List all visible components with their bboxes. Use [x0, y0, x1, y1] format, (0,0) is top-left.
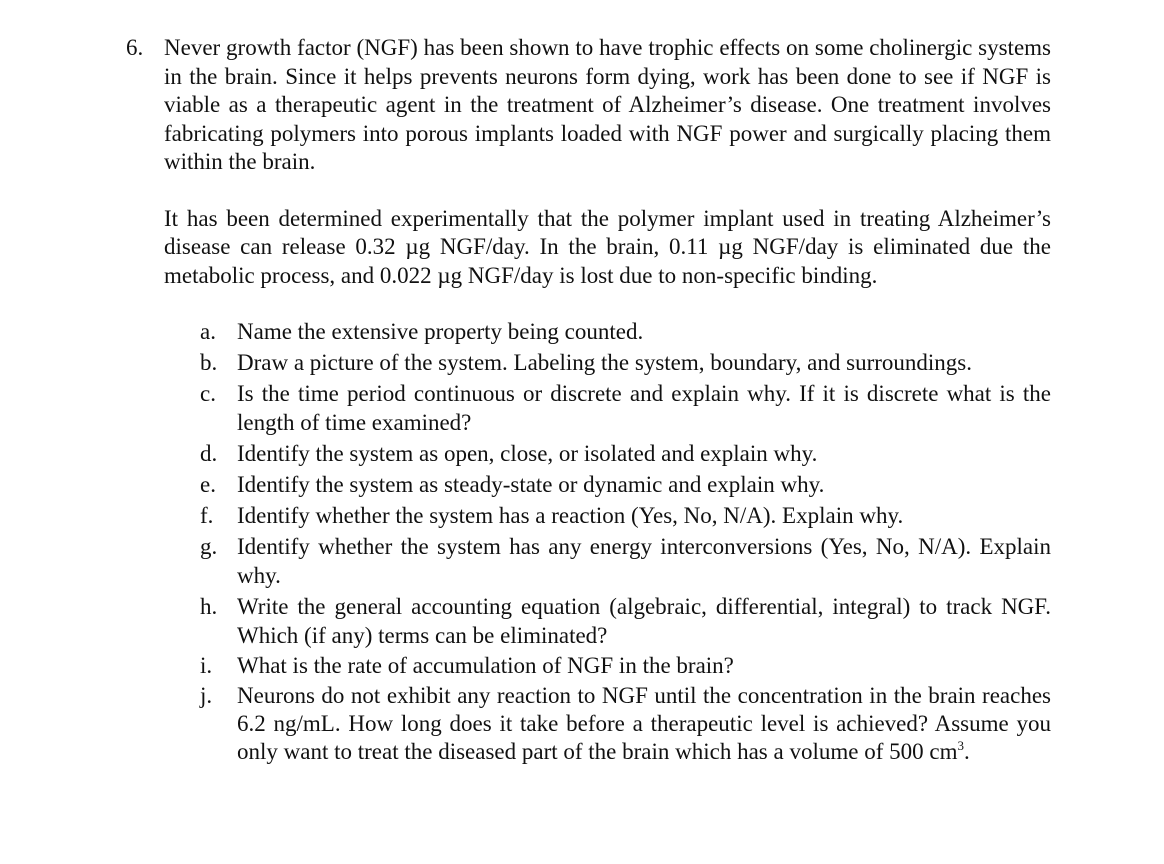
question-text: Neurons do not exhibit any reaction to NGF until the concentration in the brain reaches 6.2 ng/mL. How long does it take before a therapeutic level is achieved? Assume you only want to treat the diseased part of the brain which has a volume of 500 cm: [237, 683, 1051, 764]
question-letter: g.: [200, 534, 218, 559]
question-h: [126, 592, 1051, 650]
question-text: Write the general accounting equation (algebraic, differential, integral) to track NGF. Which (if any) terms can be eliminated?: [237, 594, 1051, 648]
question-letter: e.: [200, 472, 216, 497]
question-letter: h.: [200, 594, 218, 619]
question-text: Identify the system as open, close, or isolated and explain why.: [237, 441, 818, 466]
question-f: [126, 501, 1051, 530]
question-g: [126, 532, 1051, 590]
question-text: Identify whether the system has a reaction (Yes, No, N/A). Explain why.: [237, 503, 904, 528]
question-e: [126, 470, 1051, 499]
question-text: Draw a picture of the system. Labeling the system, boundary, and surroundings.: [237, 350, 972, 375]
question-letter: b.: [200, 350, 218, 375]
question-list: [126, 317, 1056, 766]
question-text: What is the rate of accumulation of NGF in the brain?: [237, 653, 734, 678]
given-paragraph: It has been determined experimentally that the polymer implant used in treating Alzheimer’s disease can release 0.32 µg NGF/day. In the brain, 0.11 µg NGF/day is eliminated due the metabolic process, and 0.022 µg NGF/day is lost due to non-specific binding.: [164, 205, 1051, 288]
question-text: Identify the system as steady-state or dynamic and explain why.: [237, 472, 825, 497]
question-c: [126, 379, 1051, 437]
question-suffix: .: [963, 739, 970, 764]
problem-6: [126, 34, 1056, 768]
question-text: Is the time period continuous or discrete and explain why. If it is discrete what is the length of time examined?: [237, 381, 1051, 435]
question-i: [126, 652, 1051, 680]
question-b: [126, 348, 1051, 377]
question-letter: i.: [200, 653, 213, 678]
question-a: [126, 317, 1051, 346]
question-letter: j.: [200, 683, 213, 708]
intro-paragraph: Never growth factor (NGF) has been shown to have trophic effects on some cholinergic systems in the brain. Since it helps prevents neurons form dying, work has been done to see if NGF is viable as a therapeutic agent in the treatment of Alzheimer’s disease. One treatment involves fabricating polymers into porous implants loaded with NGF power and surgically placing them within the brain.: [164, 35, 1051, 174]
question-j: [126, 682, 1051, 766]
question-letter: a.: [200, 319, 216, 344]
question-d: [126, 439, 1051, 468]
superscript-three: 3: [957, 738, 964, 753]
problem-number: 6.: [126, 35, 144, 60]
question-text: Identify whether the system has any energy interconversions (Yes, No, N/A). Explain why.: [237, 534, 1051, 588]
question-letter: d.: [200, 441, 218, 466]
question-letter: c.: [200, 381, 216, 406]
question-letter: f.: [200, 503, 214, 528]
question-text: Name the extensive property being counted.: [237, 319, 644, 344]
